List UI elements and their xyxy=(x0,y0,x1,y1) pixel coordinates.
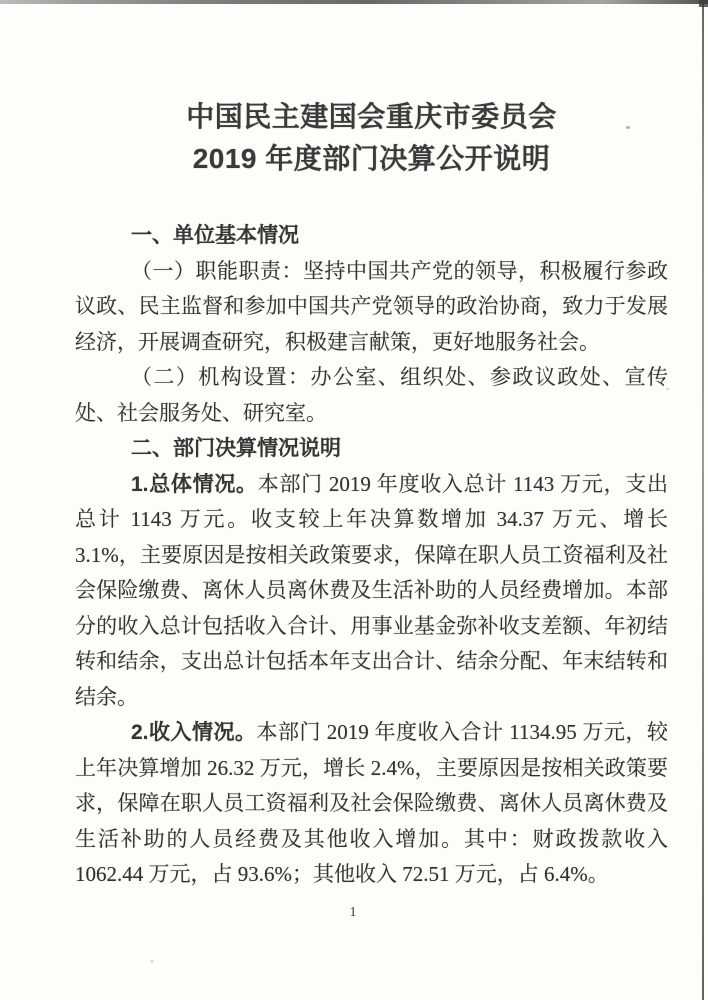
paragraph-income-situation xyxy=(75,715,668,893)
document-body xyxy=(75,218,668,893)
paragraph-income-lead: 2.收入情况。 xyxy=(131,721,257,744)
paragraph-duties: （一）职能职责：坚持中国共产党的领导，积极履行参政议政、民主监督和参加中国共产党领导的政治协商，致力于发展经济，开展调查研究，积极建言献策，更好地服务社会。 xyxy=(75,258,668,354)
paragraph-overall-lead: 1.总体情况。 xyxy=(131,472,258,496)
scan-speck xyxy=(150,960,154,963)
paragraph-org-structure: （二）机构设置：办公室、组织处、参政议政处、宣传处、社会服务处、研究室。 xyxy=(75,365,668,425)
page-number: 1 xyxy=(349,905,357,920)
paragraph-overall-text: 本部门 2019 年度收入总计 1143 万元，支出总计 1143 万元。收支较上年决算数增加 34.37 万元、增长 3.1%，主要原因是按相关政策要求，保障在职人员工资福利及社会保险缴费、离休人员离休费及生活补助的人员经费增加。本部分的收入总计包括收入合计、用事业基金弥补收支差额、年初结转和结余，支出总计包括本年支出合计、结余分配、年末结转和结余。 xyxy=(75,471,668,709)
paragraph-income-text: 本部门 2019 年度收入合计 1134.95 万元，较上年决算增加 26.32 万元，增长 2.4%，主要原因是按相关政策要求，保障在职人员工资福利及社会保险缴费、离休人员离休费及生活补助的人员经费及其他收入增加。其中：财政拨款收入 1062.44 万元，占 93.6%；其他收入 72.51 万元，占 6.4%。 xyxy=(75,720,668,886)
paragraph-overall-situation xyxy=(75,467,668,716)
document-title-line1: 中国民主建国会重庆市委员会 xyxy=(186,101,557,132)
document-title xyxy=(75,0,668,180)
section-heading-unit-basic-info: 一、单位基本情况 xyxy=(131,224,299,247)
document-title-line2: 2019 年度部门决算公开说明 xyxy=(192,143,551,174)
section-heading-final-accounts: 二、部门决算情况说明 xyxy=(131,437,341,460)
